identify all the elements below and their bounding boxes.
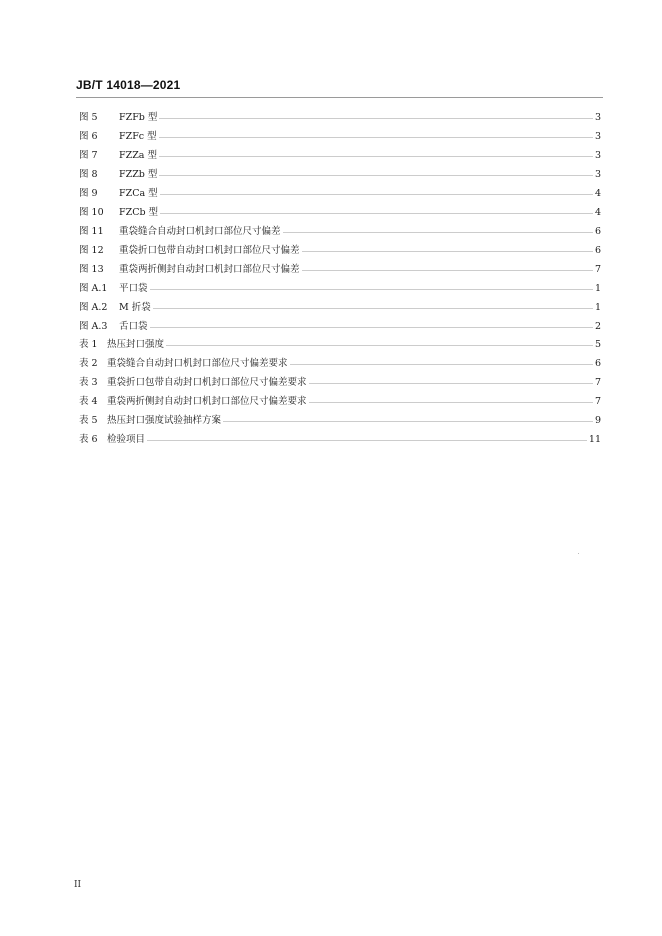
- figure-entry[interactable]: [79, 146, 601, 165]
- figure-entry-title: FZZa 型: [119, 150, 157, 161]
- dot-leader: [302, 270, 593, 271]
- table-entry-page: 7: [594, 377, 601, 388]
- figure-entry-page: 3: [594, 112, 601, 123]
- figure-entry-page: 6: [594, 245, 601, 256]
- figure-entry-page: 7: [594, 264, 601, 275]
- figure-entry-title: FZFc 型: [119, 131, 157, 142]
- dot-leader: [153, 308, 593, 309]
- table-entry-number: 表 6: [79, 434, 98, 445]
- figure-entry-title: FZCb 型: [119, 207, 159, 218]
- dot-leader: [159, 175, 593, 176]
- dot-leader: [147, 440, 587, 441]
- figure-entry-page: 1: [594, 302, 601, 313]
- figure-entry-number: 图 9: [79, 188, 98, 199]
- table-entry[interactable]: [79, 335, 601, 354]
- scan-speck: [578, 553, 579, 554]
- table-entry-number: 表 1: [79, 339, 98, 350]
- dot-leader: [160, 194, 593, 195]
- table-entry[interactable]: [79, 430, 601, 449]
- dot-leader: [150, 327, 593, 328]
- table-entry-number: 表 2: [79, 358, 98, 369]
- dot-leader: [166, 345, 593, 346]
- table-entry[interactable]: [79, 392, 601, 411]
- figure-entry-number: 图 A.1: [79, 283, 108, 294]
- figure-entry-number: 图 A.2: [79, 302, 108, 313]
- dot-leader: [159, 156, 593, 157]
- figure-entry[interactable]: [79, 108, 601, 127]
- dot-leader: [223, 421, 593, 422]
- figure-entry-page: 3: [594, 150, 601, 161]
- figure-entry[interactable]: [79, 317, 601, 336]
- dot-leader: [309, 383, 593, 384]
- figure-entry-title: M 折袋: [119, 302, 151, 313]
- header-rule: [76, 97, 603, 98]
- table-entry-page: 9: [594, 415, 601, 426]
- table-list: [79, 335, 601, 449]
- table-entry-page: 5: [594, 339, 601, 350]
- table-entry-title: 热压封口强度试验抽样方案: [107, 415, 222, 426]
- page-number: II: [74, 880, 82, 890]
- dot-leader: [150, 289, 593, 290]
- table-entry-title: 热压封口强度: [107, 339, 165, 350]
- figure-entry[interactable]: [79, 203, 601, 222]
- figure-entry-title: 平口袋: [119, 283, 148, 294]
- dot-leader: [309, 402, 593, 403]
- figure-entry-number: 图 5: [79, 112, 98, 123]
- figure-entry[interactable]: [79, 260, 601, 279]
- figure-entry-number: 图 6: [79, 131, 98, 142]
- figure-entry-page: 3: [594, 169, 601, 180]
- figure-entry-page: 1: [594, 283, 601, 294]
- table-entry-title: 检验项目: [107, 434, 146, 445]
- figure-entry[interactable]: [79, 241, 601, 260]
- table-entry-page: 6: [594, 358, 601, 369]
- figure-entry-title: FZFb 型: [119, 112, 158, 123]
- figure-entry[interactable]: [79, 127, 601, 146]
- figure-entry[interactable]: [79, 279, 601, 298]
- table-entry-number: 表 5: [79, 415, 98, 426]
- document-code: JB/T 14018—2021: [76, 78, 181, 92]
- figure-entry-title: 重袋两折侧封自动封口机封口部位尺寸偏差: [119, 264, 300, 275]
- figure-entry-number: 图 7: [79, 150, 98, 161]
- table-entry[interactable]: [79, 373, 601, 392]
- dot-leader: [290, 364, 593, 365]
- figure-entry-number: 图 12: [79, 245, 104, 256]
- figure-entry-page: 6: [594, 226, 601, 237]
- figure-entry-title: 舌口袋: [119, 321, 148, 332]
- figure-entry-number: 图 A.3: [79, 321, 108, 332]
- figure-entry-number: 图 10: [79, 207, 104, 218]
- figure-entry[interactable]: [79, 222, 601, 241]
- figure-entry[interactable]: [79, 165, 601, 184]
- figure-entry-number: 图 8: [79, 169, 98, 180]
- dot-leader: [160, 213, 593, 214]
- figure-entry-page: 4: [594, 188, 601, 199]
- figure-entry-title: 重袋折口包带自动封口机封口部位尺寸偏差: [119, 245, 300, 256]
- dot-leader: [159, 137, 593, 138]
- table-entry[interactable]: [79, 354, 601, 373]
- figure-entry-page: 3: [594, 131, 601, 142]
- figure-entry-title: FZZb 型: [119, 169, 158, 180]
- figure-entry-title: FZCa 型: [119, 188, 158, 199]
- figure-entry-number: 图 11: [79, 226, 104, 237]
- table-entry-title: 重袋折口包带自动封口机封口部位尺寸偏差要求: [107, 377, 307, 388]
- figure-entry-number: 图 13: [79, 264, 104, 275]
- table-entry[interactable]: [79, 411, 601, 430]
- figure-entry-page: 4: [594, 207, 601, 218]
- table-entry-title: 重袋缝合自动封口机封口部位尺寸偏差要求: [107, 358, 288, 369]
- figure-entry[interactable]: [79, 184, 601, 203]
- figure-entry-page: 2: [594, 321, 601, 332]
- dot-leader: [302, 251, 593, 252]
- dot-leader: [159, 118, 593, 119]
- figure-list: [79, 108, 601, 336]
- figure-entry-title: 重袋缝合自动封口机封口部位尺寸偏差: [119, 226, 281, 237]
- table-entry-page: 11: [588, 434, 601, 445]
- table-entry-number: 表 4: [79, 396, 98, 407]
- dot-leader: [283, 232, 593, 233]
- figure-entry[interactable]: [79, 298, 601, 317]
- table-entry-page: 7: [594, 396, 601, 407]
- table-entry-title: 重袋两折侧封自动封口机封口部位尺寸偏差要求: [107, 396, 307, 407]
- table-entry-number: 表 3: [79, 377, 98, 388]
